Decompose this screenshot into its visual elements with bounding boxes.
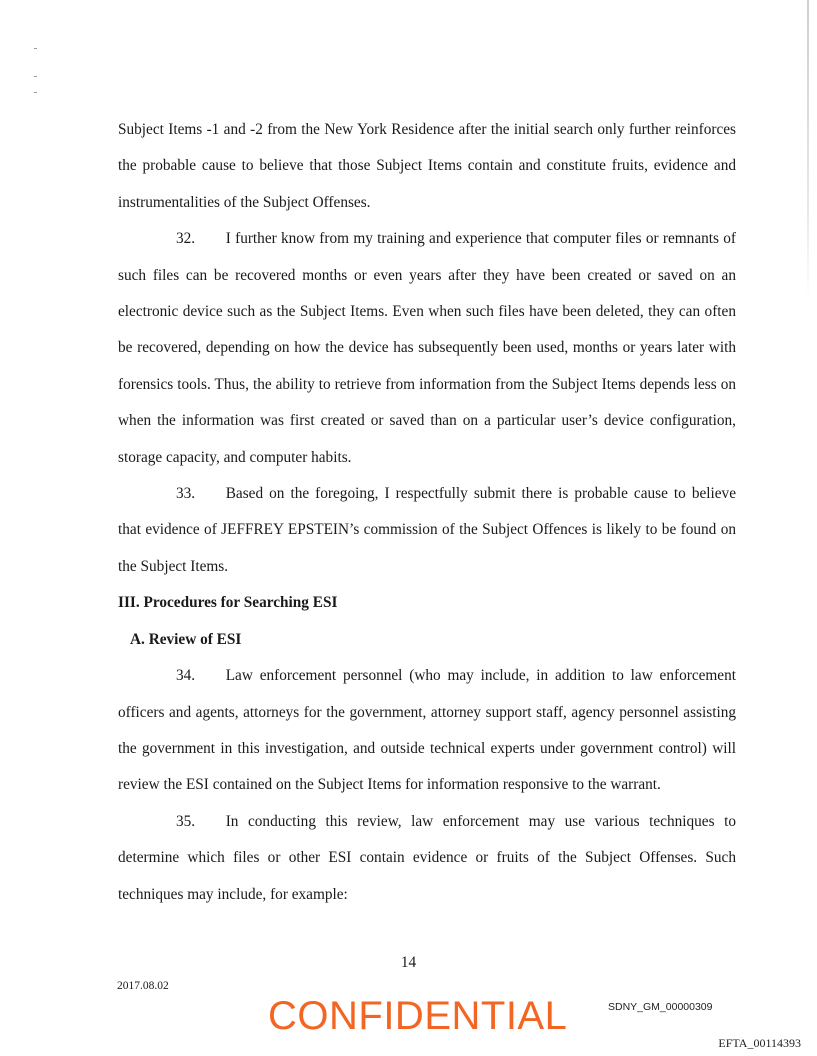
efta-number: EFTA_00114393 (718, 1036, 801, 1050)
paragraph-32: 32. I further know from my training and experience that computer files or remnants of such files can be recovered months or even years after they have been created or saved on an electronic device such as the Subject Items. Even when such files have been deleted, they can often be recovered, depending on how the device has subsequently been used, months or years later with forensics tools. Thus, the ability to retrieve from information from the Subject Items depends less on when the information was first created or saved than on a particular user’s device configuration, storage capacity, and computer habits. (118, 230, 736, 466)
scan-speck (34, 48, 37, 49)
body-text (118, 112, 736, 913)
paragraph-33: 33. Based on the foregoing, I respectfully submit there is probable cause to believe that evidence of JEFFREY EPSTEIN’s commission of the Subject Offences is likely to be found on the Subject Items. (118, 485, 736, 575)
scan-speck (34, 92, 37, 93)
confidential-stamp: CONFIDENTIAL (268, 994, 568, 1038)
page-number: 14 (400, 954, 417, 971)
bates-number: SDNY_GM_00000309 (608, 1001, 713, 1013)
document-date: 2017.08.02 (117, 980, 169, 992)
paragraph-31-continued: Subject Items -1 and -2 from the New York Residence after the initial search only further reinforces the probable cause to believe that those Subject Items contain and constitute fruits, evidence and instrumentalities of the Subject Offenses. (118, 121, 736, 211)
scan-speck (34, 76, 37, 77)
paragraph-35: 35. In conducting this review, law enforcement may use various techniques to determine which files or other ESI contain evidence or fruits of the Subject Offenses. Such techniques may include, for example: (118, 812, 736, 903)
paragraph-34: 34. Law enforcement personnel (who may include, in addition to law enforcement officers and agents, attorneys for the government, attorney support staff, agency personnel assisting the government in this investigation, and outside technical experts under government control) will review the ESI contained on the Subject Items for information responsive to the warrant. (118, 667, 736, 794)
scan-edge-line (807, 0, 809, 300)
subsection-heading-a: A. Review of ESI (130, 630, 242, 648)
section-heading-iii: III. Procedures for Searching ESI (118, 594, 338, 612)
